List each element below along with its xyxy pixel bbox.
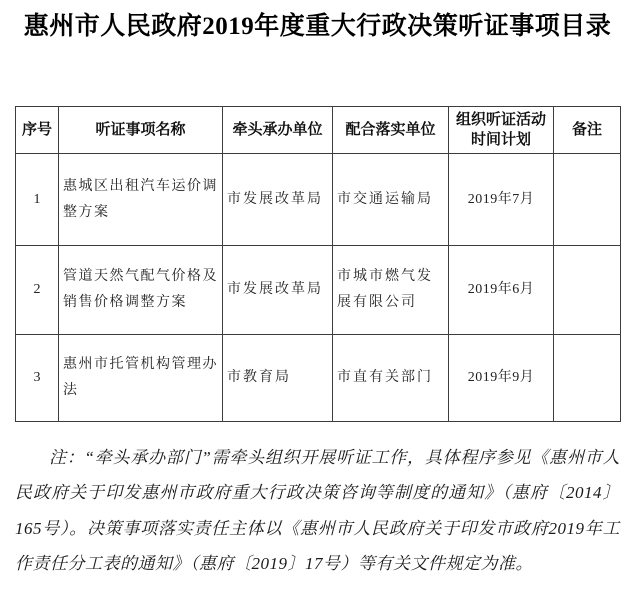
cell-serial-number: 1 bbox=[16, 154, 59, 246]
document-title: 惠州市人民政府2019年度重大行政决策听证事项目录 bbox=[23, 13, 612, 40]
footnote: 注：“牵头承办部门”需牵头组织开展听证工作，具体程序参见《惠州市人民政府关于印发惠州市政府重大行政决策咨询等制度的通知》（惠府〔2014〕165号）。决策事项落实责任主体以《惠州市人民政府关于印发市政府2019年工作责任分工表的通知》（惠府〔2019〕17号）等有关文件规定为准。 bbox=[15, 448, 620, 574]
header-schedule-plan: 组织听证活动时间计划 bbox=[449, 107, 554, 154]
cell-support-unit: 市直有关部门 bbox=[333, 335, 449, 422]
table-row bbox=[16, 246, 621, 335]
hearing-items-table bbox=[15, 106, 621, 422]
cell-support-unit: 市城市燃气发展有限公司 bbox=[333, 246, 449, 335]
header-remarks: 备注 bbox=[554, 107, 621, 154]
cell-support-unit: 市交通运输局 bbox=[333, 154, 449, 246]
header-serial-number: 序号 bbox=[16, 107, 59, 154]
table-row bbox=[16, 154, 621, 246]
cell-lead-unit: 市发展改革局 bbox=[223, 154, 333, 246]
cell-remarks bbox=[554, 335, 621, 422]
cell-hearing-item-name: 惠城区出租汽车运价调整方案 bbox=[59, 154, 223, 246]
table-row bbox=[16, 335, 621, 422]
cell-schedule-plan: 2019年6月 bbox=[449, 246, 554, 335]
cell-serial-number: 2 bbox=[16, 246, 59, 335]
cell-schedule-plan: 2019年7月 bbox=[449, 154, 554, 246]
cell-hearing-item-name: 惠州市托管机构管理办法 bbox=[59, 335, 223, 422]
cell-schedule-plan: 2019年9月 bbox=[449, 335, 554, 422]
header-lead-unit: 牵头承办单位 bbox=[223, 107, 333, 154]
cell-lead-unit: 市教育局 bbox=[223, 335, 333, 422]
header-hearing-item-name: 听证事项名称 bbox=[59, 107, 223, 154]
table-header-row bbox=[16, 107, 621, 154]
cell-serial-number: 3 bbox=[16, 335, 59, 422]
header-support-unit: 配合落实单位 bbox=[333, 107, 449, 154]
cell-lead-unit: 市发展改革局 bbox=[223, 246, 333, 335]
cell-remarks bbox=[554, 246, 621, 335]
cell-hearing-item-name: 管道天然气配气价格及销售价格调整方案 bbox=[59, 246, 223, 335]
cell-remarks bbox=[554, 154, 621, 246]
